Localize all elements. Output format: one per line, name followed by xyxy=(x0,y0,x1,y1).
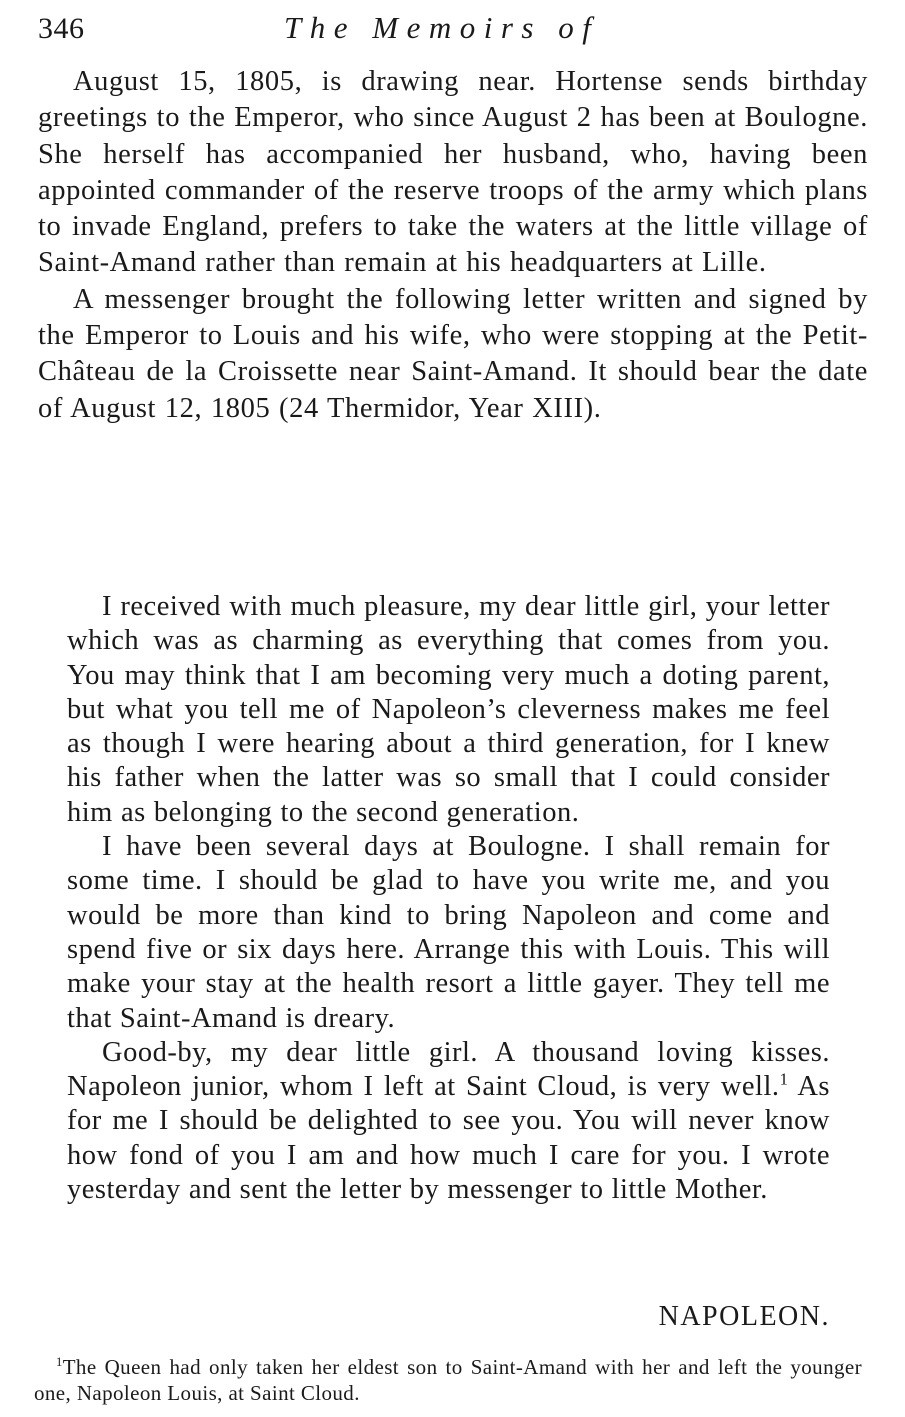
letter-paragraph-2: I have been several days at Boulogne. I shall remain for some time. I should be glad to have you write me, and you would be more than kind to bring Napoleon and come and spend five or six days here. Arrange this with Louis. This will make your stay at the health resort a little gayer. They tell me that Saint-Amand is dreary. xyxy=(67,831,830,1034)
letter-paragraph-3-start: Good-by, my dear little girl. A thousand loving kisses. Napoleon junior, whom I left at Saint Cloud, is very well. xyxy=(67,1036,830,1103)
page-header xyxy=(38,8,868,52)
page-number: 346 xyxy=(38,12,85,45)
narrative-text xyxy=(38,64,868,427)
letter-paragraph-3 xyxy=(67,1036,830,1207)
footnote-reference: 1 xyxy=(779,1069,789,1089)
footnote xyxy=(34,1354,862,1406)
narrative-paragraph-2: A messenger brought the following letter written and signed by the Emperor to Louis and his wife, who were stopping at the Petit-Château de la Croissette near Saint-Amand. It should bear the date of August 12, 1805 (24 Thermidor, Year XIII). xyxy=(38,283,868,424)
letter-paragraph-3-end: As for me I should be delighted to see you. You will never know how fond of you I am and how much I care for you. I wrote yesterday and sent the letter by messenger to little Mother. xyxy=(67,1071,830,1206)
narrative-paragraph-1: August 15, 1805, is drawing near. Hortense sends birthday greetings to the Emperor, who since August 2 has been at Boulogne. She herself has accompanied her husband, who, having been appointed commander of the reserve troops of the army which plans to invade England, prefers to take the waters at the little village of Saint-Amand rather than remain at his headquarters at Lille. xyxy=(38,66,868,279)
running-title: The Memoirs of xyxy=(284,10,600,45)
footnote-text: The Queen had only taken her eldest son to Saint-Amand with her and left the younger one, Napoleon Louis, at Saint Cloud. xyxy=(34,1355,862,1405)
letter-paragraph-1: I received with much pleasure, my dear little girl, your letter which was as charming as everything that comes from you. You may think that I am becoming very much a doting parent, but what you tell me of Napoleon’s cleverness makes me feel as though I were hearing about a third generation, for I knew his father when the latter was so small that I could consider him as belonging to the second generation. xyxy=(67,591,830,828)
signature: NAPOLEON. xyxy=(658,1301,830,1332)
letter-text xyxy=(67,590,830,1207)
footnote-marker: 1 xyxy=(56,1355,63,1369)
